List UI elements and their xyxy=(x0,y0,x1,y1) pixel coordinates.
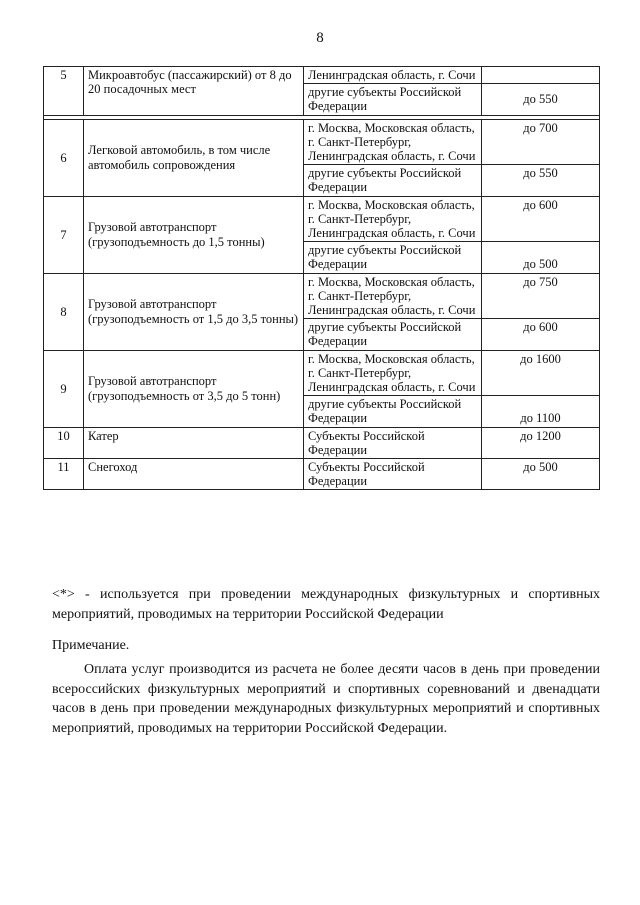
table-row xyxy=(44,459,600,490)
table-row xyxy=(44,119,600,165)
row-number: 9 xyxy=(44,350,84,427)
region-cell: другие субъекты Российской Федерации xyxy=(304,84,482,115)
note-title: Примечание. xyxy=(52,638,130,653)
row-number: 5 xyxy=(44,67,84,116)
price-cell: до 600 xyxy=(482,319,600,350)
price-cell: до 500 xyxy=(482,242,600,273)
region-cell: другие субъекты Российской Федерации xyxy=(304,396,482,427)
region-cell: Субъекты Российской Федерации xyxy=(304,459,482,490)
row-number: 8 xyxy=(44,273,84,350)
region-cell: Ленинградская область, г. Сочи xyxy=(304,67,482,84)
vehicle-type: Легковой автомобиль, в том числе автомобиль сопровождения xyxy=(84,119,304,196)
row-number: 11 xyxy=(44,459,84,490)
region-cell: г. Москва, Московская область, г. Санкт-Петербург, Ленинградская область, г. Сочи xyxy=(304,350,482,396)
vehicle-type: Снегоход xyxy=(84,459,304,490)
region-cell: Субъекты Российской Федерации xyxy=(304,427,482,458)
region-cell: г. Москва, Московская область, г. Санкт-Петербург, Ленинградская область, г. Сочи xyxy=(304,119,482,165)
table-row xyxy=(44,196,600,242)
price-cell: до 550 xyxy=(482,165,600,196)
region-cell: г. Москва, Московская область, г. Санкт-Петербург, Ленинградская область, г. Сочи xyxy=(304,196,482,242)
table-row xyxy=(44,350,600,396)
price-cell: до 700 xyxy=(482,119,600,165)
footnote: <*> - используется при проведении международных физкультурных и спортивных мероприятий, проводимых на территории Российской Федерации xyxy=(52,587,600,622)
vehicle-type: Грузовой автотранспорт (грузоподъемность от 1,5 до 3,5 тонны) xyxy=(84,273,304,350)
vehicle-type: Катер xyxy=(84,427,304,458)
vehicle-type: Грузовой автотранспорт (грузоподъемность до 1,5 тонны) xyxy=(84,196,304,273)
vehicle-type: Грузовой автотранспорт (грузоподъемность от 3,5 до 5 тонн) xyxy=(84,350,304,427)
note-body: Оплата услуг производится из расчета не более десяти часов в день при проведении всероссийских физкультурных мероприятий и спортивных соревнований и двенадцати часов в день при проведении международных физкультурных мероприятий и спортивных мероприятий, проводимых на территории Российской Федерации. xyxy=(52,662,600,736)
price-cell: до 550 xyxy=(482,84,600,115)
region-cell: другие субъекты Российской Федерации xyxy=(304,242,482,273)
region-cell: другие субъекты Российской Федерации xyxy=(304,319,482,350)
price-cell: до 1100 xyxy=(482,396,600,427)
price-cell: до 1200 xyxy=(482,427,600,458)
table-row xyxy=(44,273,600,319)
table-row xyxy=(44,67,600,84)
page-number: 8 xyxy=(316,30,324,46)
price-cell: до 1600 xyxy=(482,350,600,396)
row-number: 10 xyxy=(44,427,84,458)
row-number: 6 xyxy=(44,119,84,196)
price-cell: до 600 xyxy=(482,196,600,242)
region-cell: другие субъекты Российской Федерации xyxy=(304,165,482,196)
price-cell: до 500 xyxy=(482,459,600,490)
vehicle-type: Микроавтобус (пассажирский) от 8 до 20 посадочных мест xyxy=(84,67,304,116)
region-cell: г. Москва, Московская область, г. Санкт-Петербург, Ленинградская область, г. Сочи xyxy=(304,273,482,319)
row-number: 7 xyxy=(44,196,84,273)
table-row xyxy=(44,427,600,458)
price-cell xyxy=(482,67,600,84)
price-cell: до 750 xyxy=(482,273,600,319)
rates-table xyxy=(43,66,600,490)
